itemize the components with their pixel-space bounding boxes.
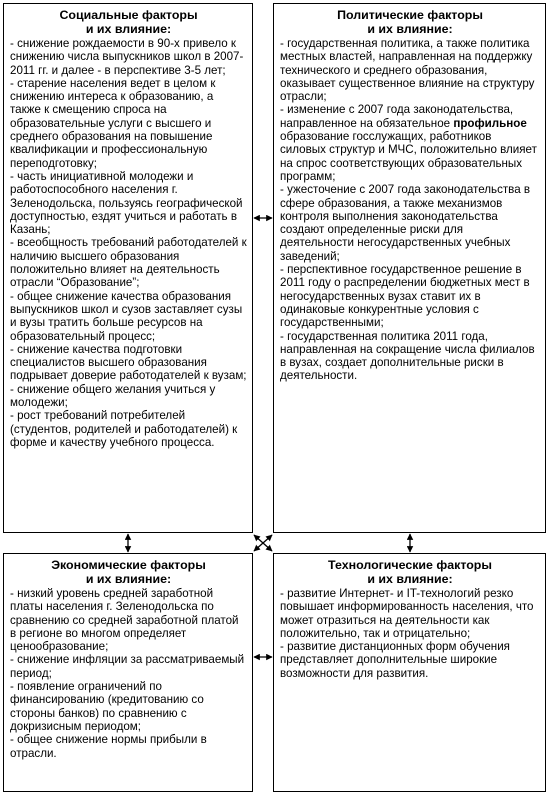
title-line-2: и их влияние: xyxy=(85,572,172,586)
list-item: - снижение рождаемости в 90-х привело к снижению числа выпускников школ в 2007-2011 гг. и далее - в перспективе 3-5 лет; xyxy=(10,37,244,77)
list-item: - общее снижение качества образования выпускников школ и сузов заставляет сузы и вузы тратить больше ресурсов на образовательный процесс; xyxy=(10,289,243,343)
list-item: - снижение общего желания учиться у молодежи; xyxy=(10,382,216,410)
list-item: - ужесточение с 2007 года законодательства в сфере образования, а также механизмов контроля выполнения законодательства создают определенные риски для деятельности негосударственных учебных заведений; xyxy=(280,183,531,263)
technological-factors-box xyxy=(273,553,546,792)
list-item: - развитие Интернет- и IT-технологий резко повышает информированность населения, что может отразиться на деятельности как положительно, так и отрицательно; xyxy=(280,587,534,640)
list-item: - общее снижение нормы прибыли в отрасли. xyxy=(10,733,207,760)
list-item: - государственная политика 2011 года, направленная на сокращение числа филиалов в вузах, создает дополнительные риски в деятельности. xyxy=(280,329,535,383)
social-factors-title xyxy=(10,8,247,36)
list-item: - низкий уровень средней заработной платы населения г. Зеленодольска по сравнению со средней заработной платой в регионе во многом определяет ценообразование; xyxy=(10,587,239,654)
political-factors-title xyxy=(280,8,540,36)
list-item: - старение населения ведет в целом к снижению интереса к образованию, а также к смещению спроса на образовательные услуги с высшего и среднего образования на повышение квалификации и профессиональную переподготовку; xyxy=(10,76,216,170)
title-line-1: Экономические факторы xyxy=(51,558,206,572)
list-item: - часть инициативной молодежи и работоспособного населения г. Зеленодольска, пользуясь географической доступностью, ездят учиться и работать в Казань; xyxy=(10,169,243,237)
economic-factors-title xyxy=(10,558,247,586)
title-line-2: и их влияние: xyxy=(85,22,172,36)
list-item: - снижение качества подготовки специалистов высшего образования подрывает доверие работодателей к вузам; xyxy=(10,342,247,383)
list-item: - всеобщность требований работодателей к наличию высшего образования положительно влияет на деятельность отрасли “Образование”; xyxy=(10,236,247,290)
title-line-1: Социальные факторы xyxy=(59,8,198,22)
list-item: - снижение инфляции за рассматриваемый период; xyxy=(10,653,245,680)
title-line-1: Технологические факторы xyxy=(328,558,492,572)
political-factors-list xyxy=(280,37,540,383)
title-line-2: и их влияние: xyxy=(367,22,453,36)
list-item: - перспективное государственное решение в 2011 году о распределении бюджетных мест в негосударственных вузах ставит их в одинаковые конкурентные условия с государственными; xyxy=(280,263,530,330)
title-line-2: и их влияние: xyxy=(367,572,453,586)
arrow-diagonal-political-economic xyxy=(254,535,272,551)
list-item: - появление ограничений по финансированию (кредитованию со стороны банков) по сравнению с докризисным периодом; xyxy=(10,680,204,733)
social-factors-box xyxy=(3,3,253,533)
technological-factors-title xyxy=(280,558,540,586)
list-item: - государственная политика, а также политика местных властей, направленная на поддержку технического и среднего образования, оказывает существенное влияние на структуру отрасли; xyxy=(280,37,535,104)
list-item: - изменение с 2007 года законодательства, направленное на обязательное профильное образование госслужащих, работников силовых структур и МЧС, положительно влияет на спрос соответствующих образовательных программ; xyxy=(280,103,537,183)
technological-factors-list xyxy=(280,587,540,680)
social-factors-list xyxy=(10,37,247,449)
list-item: - развитие дистанционных форм обучения представляет дополнительные широкие возможности для развития. xyxy=(280,640,510,680)
economic-factors-box xyxy=(3,553,253,792)
title-line-1: Политические факторы xyxy=(337,8,483,22)
arrow-diagonal-social-technological xyxy=(254,535,272,551)
economic-factors-list xyxy=(10,587,247,760)
political-factors-box xyxy=(273,3,546,533)
list-item: - рост требований потребителей (студентов, родителей и работодателей) к форме и качеству учебного процесса. xyxy=(10,409,238,449)
